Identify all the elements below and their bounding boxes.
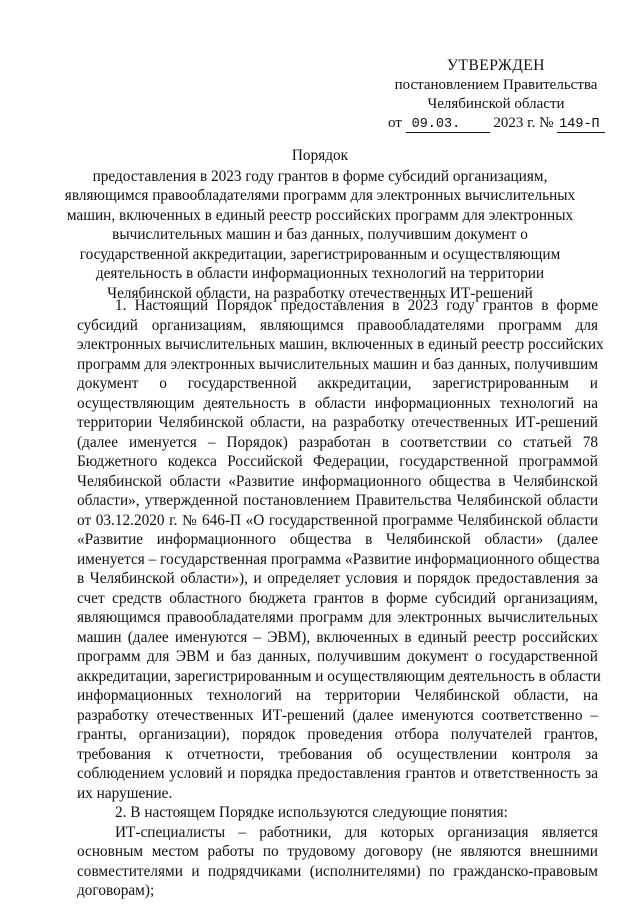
approval-year-label: 2023 г. № [493,115,554,131]
paragraph-line: 1. Настоящий Порядок предоставления в 2023 году грантов в форме [115,297,598,314]
document-body [77,296,604,901]
paragraph-2 [77,803,598,823]
approval-number-value: 149-П [557,117,605,133]
paragraph-line: (далее именуется – Порядок) разработан в соответствии со статьей 78 [77,433,598,451]
title-line: вычислительных машин и баз данных, получившим документ о [112,226,528,243]
approval-line-2: Челябинской области [427,96,565,112]
paragraph-line: машин (далее именуются – ЭВМ), включенных в единый реестр российских [77,628,598,646]
paragraph-line: соблюдением условий и порядка предоставления грантов и ответственность за [77,765,598,782]
paragraph-line: информационных технологий на территории Челябинской области, на [77,687,598,704]
paragraph-line: счет средств областного бюджета грантов в форме субсидий организациям, [77,589,598,607]
title-line: машин, включенных в единый реестр российских программ для электронных [66,206,574,224]
paragraph-3 [77,823,598,901]
title-line: государственной аккредитации, зарегистрированным и осуществляющим [79,245,561,263]
paragraph-line: электронных вычислительных машин, включенных в единый реестр российских [77,336,604,353]
paragraph-line: области», утвержденной постановлением Правительства Челябинской области [77,492,598,509]
paragraph-line: договорам); [77,882,155,899]
paragraph-line: их нарушение. [77,784,173,802]
approval-date-line [380,114,612,133]
title-word: Порядок [291,147,349,164]
title-line: деятельность в области информационных технологий на территории [95,265,545,282]
paragraph-line: гранты, организации), порядок проведения отбора получателей грантов, [77,726,598,743]
paragraph-line: основным местом работы по трудовому договору (не являются внешними [77,843,598,860]
paragraph-line: совместителями и подрядчиками (исполнителями) по гражданско-правовым [77,862,598,880]
paragraph-line: программ для электронных вычислительных машин и баз данных, получившим [77,355,598,373]
paragraph-line: 2. В настоящем Порядке используются следующие понятия: [115,804,508,821]
paragraph-line: ИТ-специалисты – работники, для которых организация является [115,823,598,841]
paragraph-line: именуется – государственная программа «Развитие информационного общества [77,550,600,568]
title-line: предоставления в 2023 году грантов в форме субсидий организациям, [92,167,548,185]
approval-date-value: 09.03. [406,117,490,133]
paragraph-line: Бюджетного кодекса Российской Федерации, государственной программой [77,453,598,470]
approval-from-label: от [388,115,402,131]
approval-stamp-block [380,56,612,133]
title-line: Челябинской области, на разработку отечественных ИТ-решений [107,284,533,302]
paragraph-line: субсидий организациям, являющимся правообладателями программ для [77,316,598,334]
paragraph-line: в Челябинской области»), и определяет условия и порядок предоставления за [77,570,598,587]
paragraph-line: от 03.12.2020 г. № 646-П «О государственной программе Челябинской области [77,511,598,529]
paragraph-line: аккредитации, зарегистрированным и осуществляющим деятельность в области [77,667,601,685]
paragraph-line: «Развитие информационного общества в Челябинской области» (далее [77,531,598,548]
paragraph-line: программ для ЭВМ и баз данных, получившим документ о государственной [77,648,598,665]
paragraph-line: территории Челябинской области, на разработку отечественных ИТ-решений [77,414,598,431]
paragraph-line: разработку отечественных ИТ-решений (далее именуются соответственно – [77,706,598,724]
document-title [60,146,580,303]
paragraph-line: осуществляющим деятельность в области информационных технологий на [77,394,598,412]
paragraph-1 [77,296,604,803]
approval-line-1: постановлением Правительства [394,77,598,93]
paragraph-line: требования к отчетности, требования об осуществлении контроля за [77,745,598,763]
title-line: являющимся правообладателями программ для электронных вычислительных [64,187,576,204]
paragraph-line: Челябинской области «Развитие информационного общества в Челябинской [77,472,598,490]
paragraph-line: являющимся правообладателями программ для электронных вычислительных [77,609,598,626]
approval-heading: УТВЕРЖДЕН [447,57,545,74]
paragraph-line: документ о государственной аккредитации, зарегистрированным и [77,375,598,392]
